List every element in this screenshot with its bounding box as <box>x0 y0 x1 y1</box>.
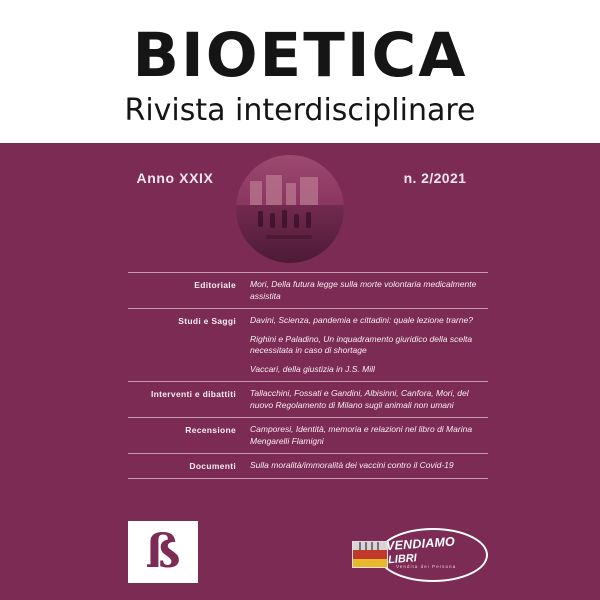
toc-row <box>128 381 488 417</box>
volume-year: Anno XXIX <box>136 170 214 186</box>
photo-medallion <box>236 155 344 263</box>
flag-bar <box>359 542 361 550</box>
toc-section-label: Studi e Saggi <box>178 316 236 326</box>
medallion-figure <box>258 211 263 227</box>
italian-flag-icon <box>352 541 388 568</box>
toc-section-label: Recensione <box>185 425 236 435</box>
medallion-figure <box>270 213 275 228</box>
publisher-logo-line2: LIBRI <box>387 552 418 567</box>
toc-section-label: Interventi e dibattiti <box>151 389 236 399</box>
toc-entry: Tallacchini, Fossati e Gandini, Albisinni, Canfora, Mori, del nuovo Regolamento di Milano sugli animali non umani <box>250 388 469 410</box>
toc-entries <box>250 460 488 472</box>
toc-entry: Davini, Scienza, pandemia e cittadini: quale lezione trarne? <box>250 315 474 325</box>
toc-entry: Mori, Della futura legge sulla morte volontaria medicalmente assistita <box>250 279 477 301</box>
flag-stripe <box>353 550 387 559</box>
toc-row <box>128 308 488 381</box>
page-title: BIOETICA <box>132 20 468 91</box>
toc-entry: Righini e Paladino, Un inquadramento giuridico della scelta necessitata in caso di shortage <box>250 333 473 355</box>
flag-stripe <box>353 559 387 567</box>
medallion-figure <box>306 212 311 228</box>
medallion-building <box>286 183 296 205</box>
toc-entries <box>250 315 488 375</box>
toc-section-label: Documenti <box>189 461 236 471</box>
toc-entries <box>250 388 488 411</box>
medallion-figure <box>282 210 287 228</box>
toc-row <box>128 417 488 453</box>
toc-row <box>128 453 488 479</box>
toc-entry: Vaccari, della giustizia in J.S. Mill <box>250 363 375 374</box>
page-subtitle: Rivista interdisciplinare <box>124 93 476 128</box>
beta-logo: ß <box>128 521 198 583</box>
toc-entries <box>250 424 488 447</box>
toc-section-label: Editoriale <box>194 280 236 290</box>
medallion-building <box>266 175 282 205</box>
toc-entries <box>250 279 488 302</box>
medallion-figure <box>294 214 299 228</box>
publisher-logo-line1: VENDIAMO <box>385 534 456 554</box>
toc-entry: Camporesi, Identità, memoria e relazioni nel libro di Marina Mengarelli Flamigni <box>250 424 473 446</box>
medallion-ground <box>236 205 344 263</box>
flag-bar <box>371 542 373 550</box>
toc-entry: Sulla moralità/immoralità dei vaccini contro il Covid-19 <box>250 460 454 470</box>
medallion-building <box>250 181 262 205</box>
flag-bar <box>365 542 367 550</box>
masthead <box>0 0 600 143</box>
medallion-shadow <box>266 235 312 239</box>
issue-number: n. 2/2021 <box>403 170 467 186</box>
toc-row <box>128 272 488 308</box>
publisher-logo <box>352 528 484 580</box>
table-of-contents <box>128 272 488 479</box>
publisher-logo-line3: Vendita dei Persona <box>396 564 457 569</box>
medallion-building <box>300 177 318 205</box>
flag-bar <box>377 542 379 550</box>
